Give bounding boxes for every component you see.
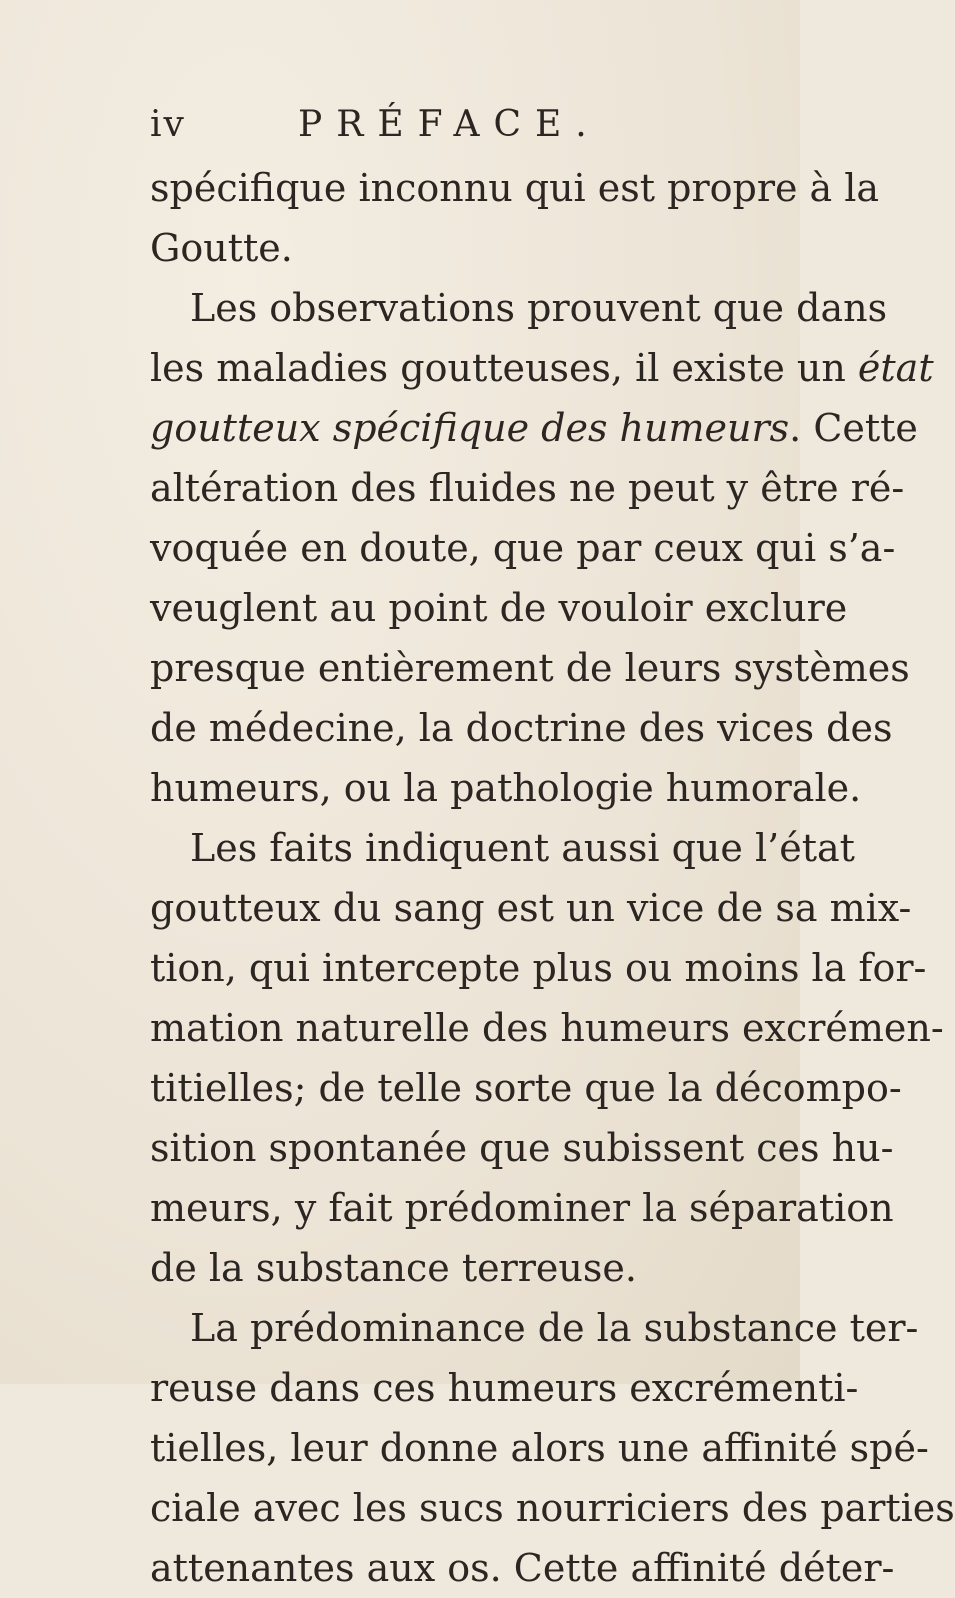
text-line: La prédominance de la substance ter- xyxy=(190,1306,919,1350)
text-line: goutteux du sang est un vice de sa mix- xyxy=(150,886,912,930)
text-line: tion, qui intercepte plus ou moins la for- xyxy=(150,946,927,990)
text-line: spécifique inconnu qui est propre à la xyxy=(150,166,880,210)
running-title: PRÉFACE. xyxy=(298,104,601,145)
page-header xyxy=(150,104,770,148)
text-line: attenantes aux os. Cette affinité déter- xyxy=(150,1546,895,1590)
italic-segment: état xyxy=(857,346,934,390)
text-line xyxy=(150,398,918,458)
body-text xyxy=(150,158,955,1598)
text-line: de médecine, la doctrine des vices des xyxy=(150,706,893,750)
text-segment: . Cette xyxy=(789,406,918,450)
text-line xyxy=(150,338,934,398)
text-line: ciale avec les sucs nourriciers des parties xyxy=(150,1486,955,1530)
italic-segment: goutteux spécifique des humeurs xyxy=(150,406,790,450)
text-line: tielles, leur donne alors une affinité spé- xyxy=(150,1426,929,1470)
text-line: titielles; de telle sorte que la décompo- xyxy=(150,1066,902,1110)
text-segment: les maladies goutteuses, il existe un xyxy=(150,346,858,390)
text-line: veuglent au point de vouloir exclure xyxy=(150,586,848,630)
text-line: Les observations prouvent que dans xyxy=(190,286,888,330)
text-line: presque entièrement de leurs systèmes xyxy=(150,646,910,690)
text-line: humeurs, ou la pathologie humorale. xyxy=(150,766,862,810)
text-line: meurs, y fait prédominer la séparation xyxy=(150,1186,894,1230)
text-line: de la substance terreuse. xyxy=(150,1246,637,1290)
text-line: Les faits indiquent aussi que l’état xyxy=(190,826,855,870)
text-line: sition spontanée que subissent ces hu- xyxy=(150,1126,894,1170)
text-line: reuse dans ces humeurs excrémenti- xyxy=(150,1366,859,1410)
page-number: iv xyxy=(150,104,186,145)
text-line: Goutte. xyxy=(150,226,293,270)
text-line: voquée en doute, que par ceux qui s’a- xyxy=(150,526,896,570)
text-line: mation naturelle des humeurs excrémen- xyxy=(150,1006,944,1050)
text-line: altération des fluides ne peut y être ré- xyxy=(150,466,905,510)
